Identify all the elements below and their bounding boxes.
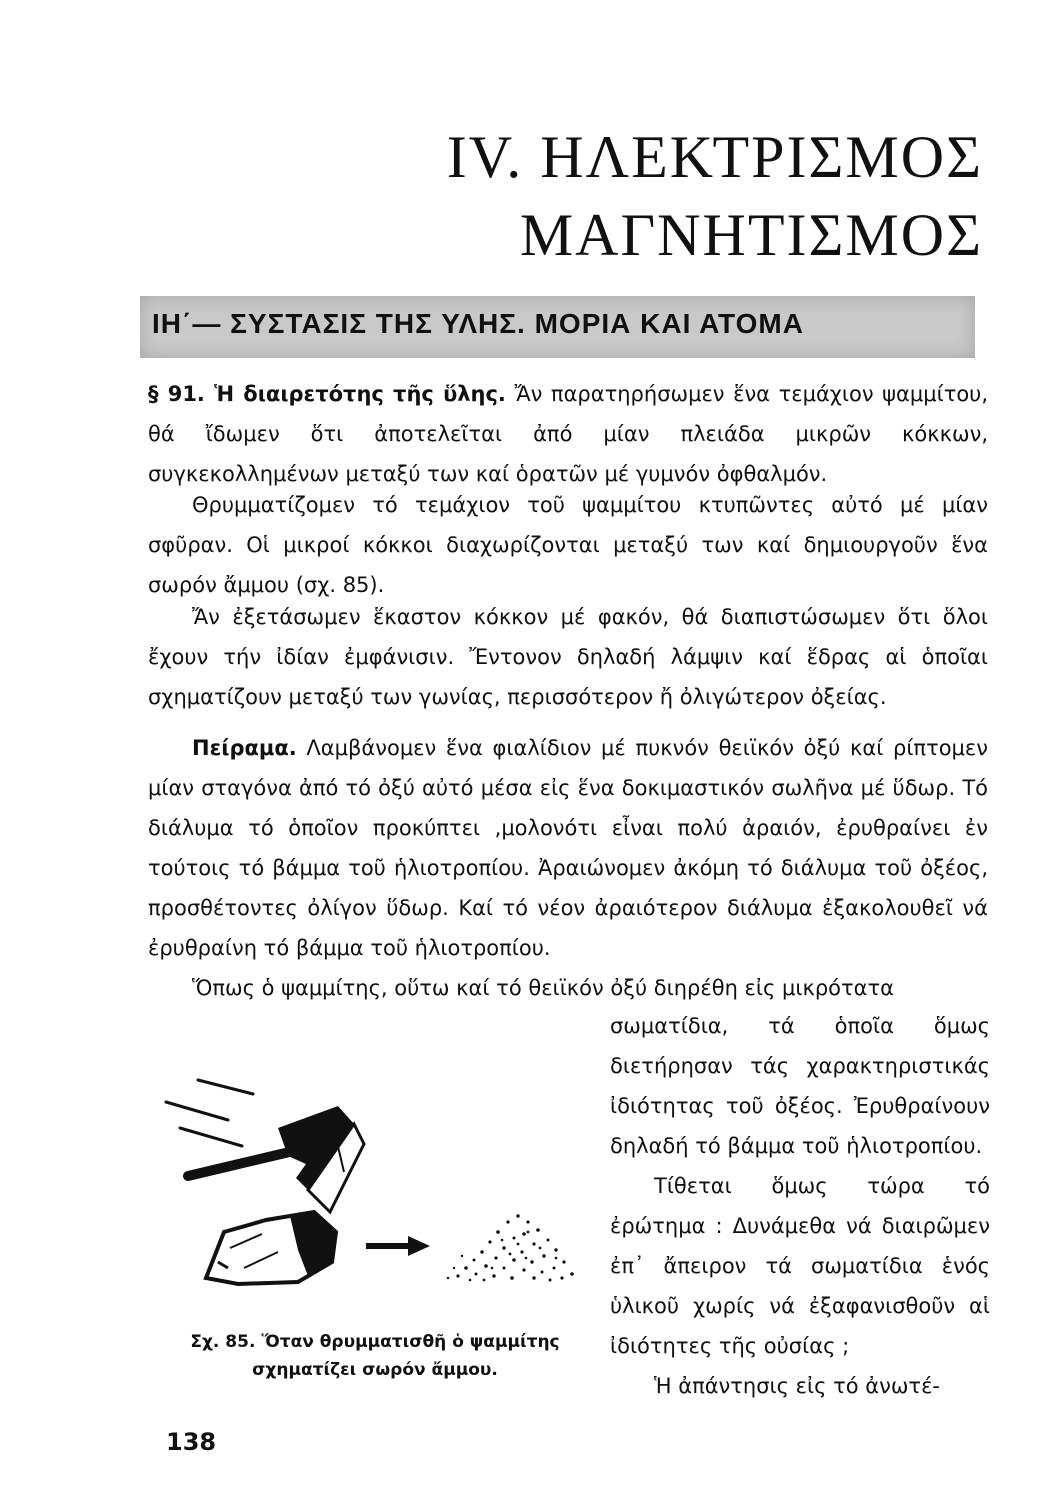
paragraph-lens: Ἄν ἐξετάσωμεν ἕκαστον κόκκον μέ φακόν, θά διαπιστώσωμεν ὅτι ὅλοι ἔχουν τήν ἰδίαν ἐμφάνισιν. Ἔντονον δηλαδή λάμψιν καί ἕδρας αἱ ὁποῖαι σχηματίζουν μεταξύ των γωνίας, περισσότερον ἤ ὀλιγώτερον ὀξείας. xyxy=(148,605,988,709)
figure-caption xyxy=(160,1328,590,1384)
chapter-title xyxy=(447,118,983,274)
chapter-title-line-2: ΜΑΓΝΗΤΙΣΜΟΣ xyxy=(519,202,983,268)
right-column-text xyxy=(610,1006,990,1406)
column-paragraph-1: σωματίδια, τά ὁποῖα ὅμως διετήρησαν τάς χαρακτηριστικάς ἰδιότητας τοῦ ὀξέος. Ἐρυθραίνουν δηλαδή τό βάμμα τοῦ ἡλιοτροπίου. xyxy=(610,1014,990,1158)
section-banner xyxy=(140,296,975,358)
paragraph-91 xyxy=(148,374,988,494)
paragraph-experiment xyxy=(148,728,988,968)
paragraph-91-text: Ἄν παρατηρήσωμεν ἕνα τεμάχιον ψαμμίτου, θά ἴδωμεν ὅτι ἀποτελεῖται ἀπό μίαν πλειάδα μικρῶν κόκκων, συγκεκολλημένων μεταξύ των καί ὁρατῶν μέ γυμνόν ὀφθαλμόν. xyxy=(148,382,989,486)
motion-lines-icon xyxy=(166,1080,253,1146)
figure-caption-line-1: Σχ. 85. Ὅταν θρυμματισθῆ ὁ ψαμμίτης xyxy=(190,1332,560,1352)
page-number: 138 xyxy=(166,1428,217,1456)
column-paragraph-2: Τίθεται ὅμως τώρα τό ἐρώτημα : Δυνάμεθα νά διαιρῶμεν ἐπ᾿ ἄπειρον τά σωματίδια ἑνός ὑλικοῦ χωρίς νά ἐξαφανισθοῦν αἱ ἰδιότητες τῆς οὐσίας ; xyxy=(610,1174,990,1358)
figure-85-illustration xyxy=(158,1072,588,1287)
section-title: ΙΗ΄— ΣΥΣΤΑΣΙΣ ΤΗΣ ΥΛΗΣ. ΜΟΡΙΑ ΚΑΙ ΑΤΟΜΑ xyxy=(152,308,804,339)
rock-icon xyxy=(206,1212,336,1284)
arrow-right-icon xyxy=(366,1236,430,1256)
figure-caption-line-2: σχηματίζει σωρόν ἄμμου. xyxy=(252,1360,498,1380)
sand-pile-icon xyxy=(447,1212,578,1282)
experiment-heading: Πείραμα. xyxy=(192,736,297,760)
hammer-icon xyxy=(188,1106,364,1212)
experiment-text: Λαμβάνομεν ἕνα φιαλίδιον μέ πυκνόν θειϊκόν ὀξύ καί ρίπτομεν μίαν σταγόνα ἀπό τό ὀξύ αὐτό μέσα εἰς ἕνα δοκιμαστικόν σωλῆνα μέ ὕδωρ. Τό διάλυμα τό ὁποῖον προκύπτει ,μολονότι εἶναι πολύ ἀραιόν, ἐρυθραίνει ἐν τούτοις τό βάμμα τοῦ ἡλιοτροπίου. Ἀραιώνομεν ἀκόμη τό διάλυμα τοῦ ὀξέος, προσθέτοντες ὀλίγον ὕδωρ. Καί τό νέον ἀραιότερον διάλυμα ἐξακολουθεῖ νά ἐρυθραίνη τό βάμμα τοῦ ἡλιοτροπίου. xyxy=(148,736,988,960)
column-paragraph-3: Ἡ ἀπάντησις εἰς τό ἀνωτέ- xyxy=(654,1374,941,1398)
chapter-title-line-1: IV. ΗΛΕΚΤΡΙΣΜΟΣ xyxy=(446,124,983,190)
section-91-heading: § 91. Ἡ διαιρετότης τῆς ὕλης. xyxy=(148,382,506,406)
figure-85 xyxy=(158,1072,588,1287)
paragraph-division: Ὅπως ὁ ψαμμίτης, οὕτω καί τό θειϊκόν ὀξύ διηρέθη εἰς μικρότατα xyxy=(192,976,895,1000)
paragraph-crushing: Θρυμματίζομεν τό τεμάχιον τοῦ ψαμμίτου κτυπῶντες αὐτό μέ μίαν σφῦραν. Οἱ μικροί κόκκοι διαχωρίζονται μεταξύ των καί δημιουργοῦν ἕνα σωρόν ἄμμου (σχ. 85). xyxy=(148,493,988,597)
